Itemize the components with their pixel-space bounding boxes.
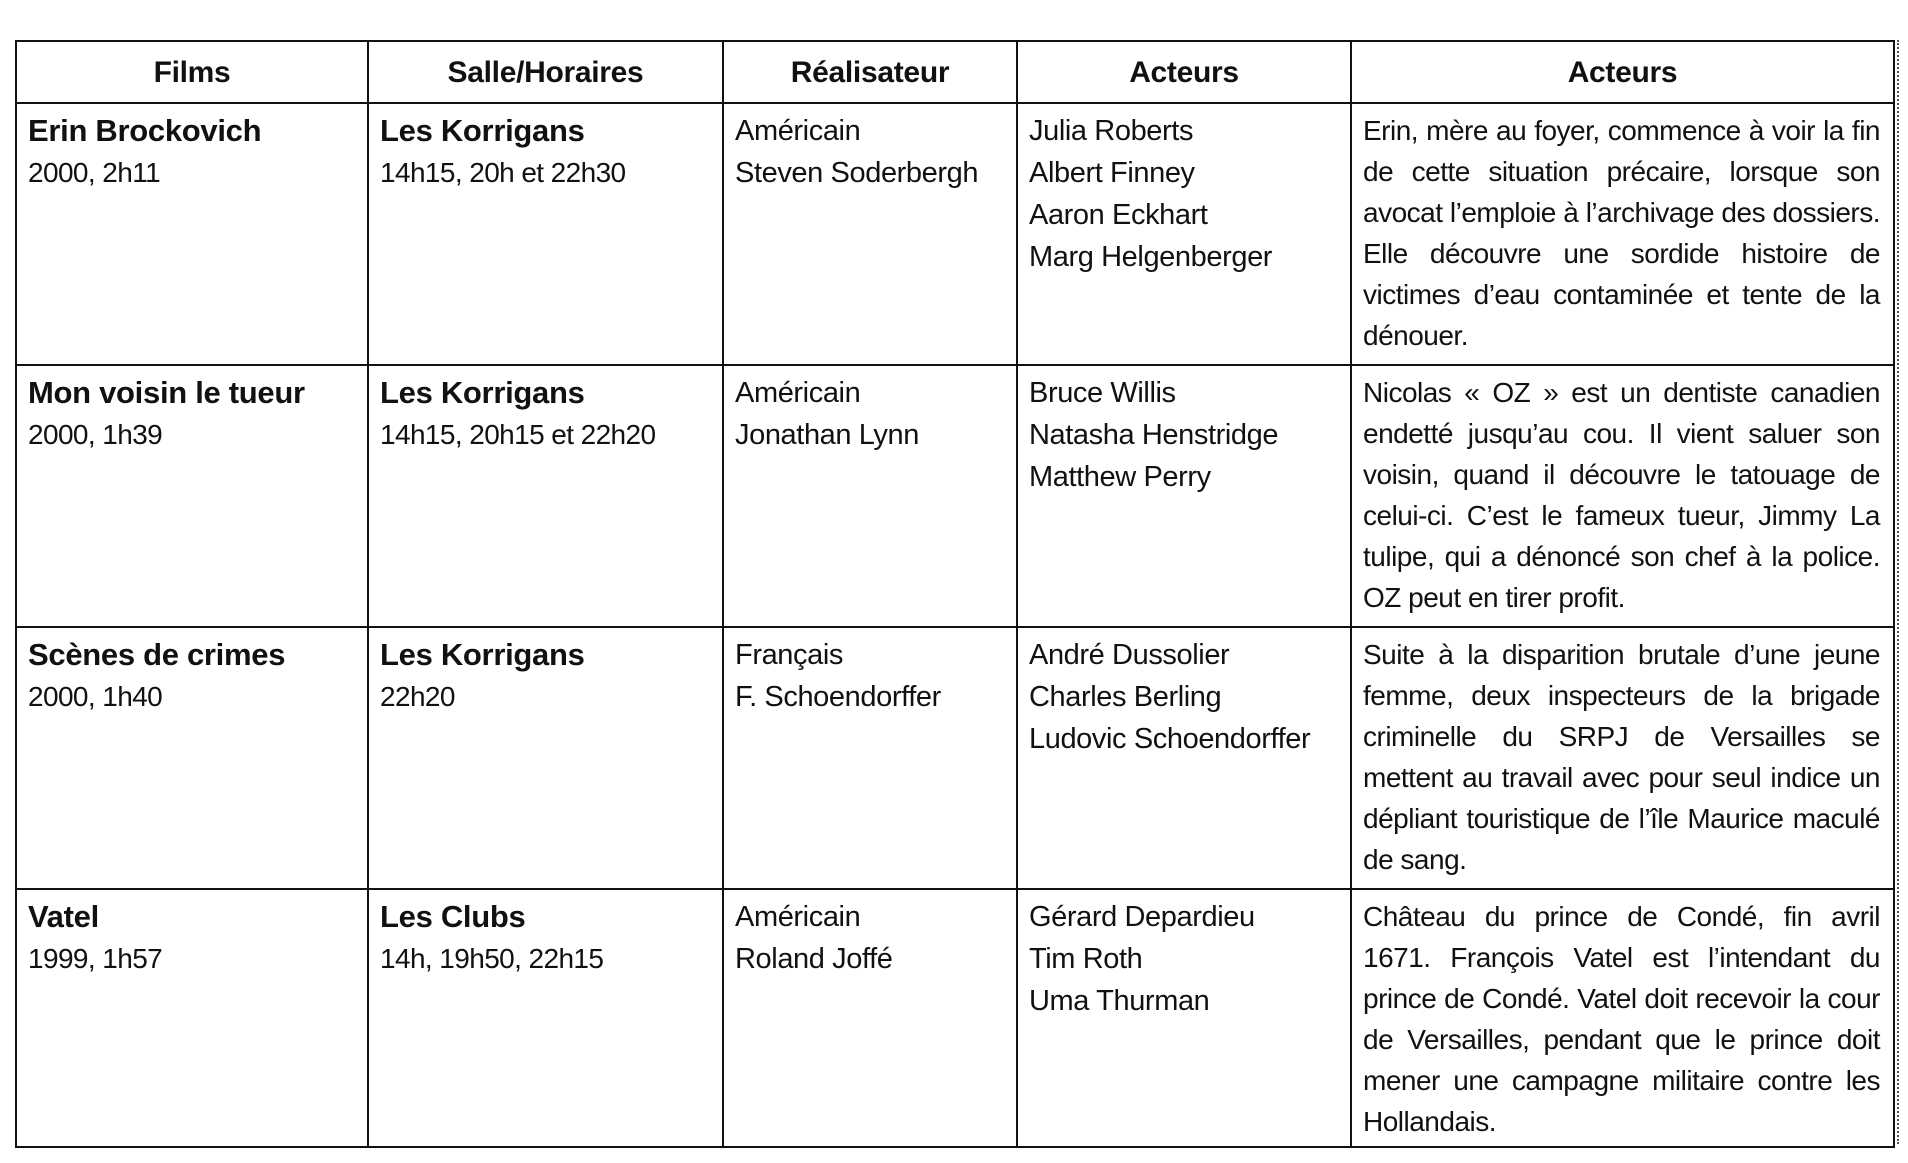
scan-edge-divider (1897, 40, 1905, 1144)
actors-cell (1017, 889, 1351, 1147)
actor-name: Natasha Henstridge (1029, 419, 1279, 451)
actor-name: Aaron Eckhart (1029, 199, 1208, 231)
films-table (15, 40, 1895, 1148)
director-cell (723, 365, 1017, 627)
table-row (16, 889, 1894, 1147)
actor-name: Albert Finney (1029, 157, 1195, 189)
director-nationality: Français (735, 639, 843, 671)
film-cell (16, 627, 368, 889)
actor-name: Julia Roberts (1029, 115, 1194, 147)
director-cell (723, 889, 1017, 1147)
table-row (16, 365, 1894, 627)
actors-cell (1017, 365, 1351, 627)
film-title: Vatel (28, 899, 99, 934)
table-header (16, 41, 1894, 103)
director-nationality: Américain (735, 901, 861, 933)
header-row (16, 41, 1894, 103)
director-name: Jonathan Lynn (735, 419, 919, 451)
film-info: 2000, 2h11 (28, 157, 161, 188)
cinema-name: Les Korrigans (380, 375, 585, 410)
salle-cell (368, 627, 723, 889)
showtimes: 22h20 (380, 681, 455, 712)
actors-cell (1017, 103, 1351, 365)
actor-name: Ludovic Schoendorffer (1029, 723, 1311, 755)
salle-cell (368, 889, 723, 1147)
actor-name: Gérard Depardieu (1029, 901, 1255, 933)
synopsis-text: Erin, mère au foyer, commence à voir la fin de cette situation précaire, lorsque son avocat l’emploie à l’archivage des dossiers. Elle découvre une sordide histoire de victimes d’eau contaminée et tente de la dénouer. (1363, 115, 1880, 351)
synopsis-cell (1351, 365, 1894, 627)
film-cell (16, 103, 368, 365)
actors-cell (1017, 627, 1351, 889)
actor-name: Tim Roth (1029, 943, 1143, 975)
film-info: 1999, 1h57 (28, 943, 163, 974)
film-title: Scènes de crimes (28, 637, 286, 672)
film-title: Erin Brockovich (28, 113, 262, 148)
director-cell (723, 103, 1017, 365)
header-films: Films (16, 41, 368, 103)
cinema-name: Les Clubs (380, 899, 526, 934)
header-realisateur: Réalisateur (723, 41, 1017, 103)
actor-name: Bruce Willis (1029, 377, 1176, 409)
film-info: 2000, 1h40 (28, 681, 163, 712)
director-nationality: Américain (735, 377, 861, 409)
header-acteurs: Acteurs (1017, 41, 1351, 103)
header-salle-horaires: Salle/Horaires (368, 41, 723, 103)
film-title: Mon voisin le tueur (28, 375, 305, 410)
film-info: 2000, 1h39 (28, 419, 163, 450)
cinema-name: Les Korrigans (380, 637, 585, 672)
showtimes: 14h, 19h50, 22h15 (380, 943, 604, 974)
table-row (16, 103, 1894, 365)
film-cell (16, 889, 368, 1147)
film-cell (16, 365, 368, 627)
salle-cell (368, 365, 723, 627)
cinema-name: Les Korrigans (380, 113, 585, 148)
synopsis-cell (1351, 103, 1894, 365)
director-name: F. Schoendorffer (735, 681, 941, 713)
actor-name: Marg Helgenberger (1029, 241, 1273, 273)
actor-name: Matthew Perry (1029, 461, 1211, 493)
showtimes: 14h15, 20h15 et 22h20 (380, 419, 656, 450)
synopsis-text: Château du prince de Condé, fin avril 1671. François Vatel est l’intendant du prince de Condé. Vatel doit recevoir la cour de Versailles, pendant que le prince doit mener une campagne militaire contre les Hollandais. (1363, 901, 1880, 1137)
director-name: Steven Soderbergh (735, 157, 979, 189)
director-name: Roland Joffé (735, 943, 893, 975)
table-row (16, 627, 1894, 889)
salle-cell (368, 103, 723, 365)
actor-name: Uma Thurman (1029, 985, 1210, 1017)
synopsis-cell (1351, 627, 1894, 889)
actor-name: André Dussolier (1029, 639, 1230, 671)
synopsis-text: Nicolas « OZ » est un dentiste canadien endetté jusqu’au cou. Il vient saluer son voisin, quand il découvre le tatouage de celui-ci. C’est le fameux tueur, Jimmy La tulipe, qui a dénoncé son chef à la police. OZ peut en tirer profit. (1363, 377, 1880, 613)
actor-name: Charles Berling (1029, 681, 1222, 713)
synopsis-cell (1351, 889, 1894, 1147)
synopsis-text: Suite à la disparition brutale d’une jeune femme, deux inspecteurs de la brigade criminelle du SRPJ de Versailles se mettent au travail avec pour seul indice un dépliant touristique de l’île Maurice maculé de sang. (1363, 639, 1880, 875)
header-synopsis: Acteurs (1351, 41, 1894, 103)
director-nationality: Américain (735, 115, 861, 147)
director-cell (723, 627, 1017, 889)
showtimes: 14h15, 20h et 22h30 (380, 157, 626, 188)
